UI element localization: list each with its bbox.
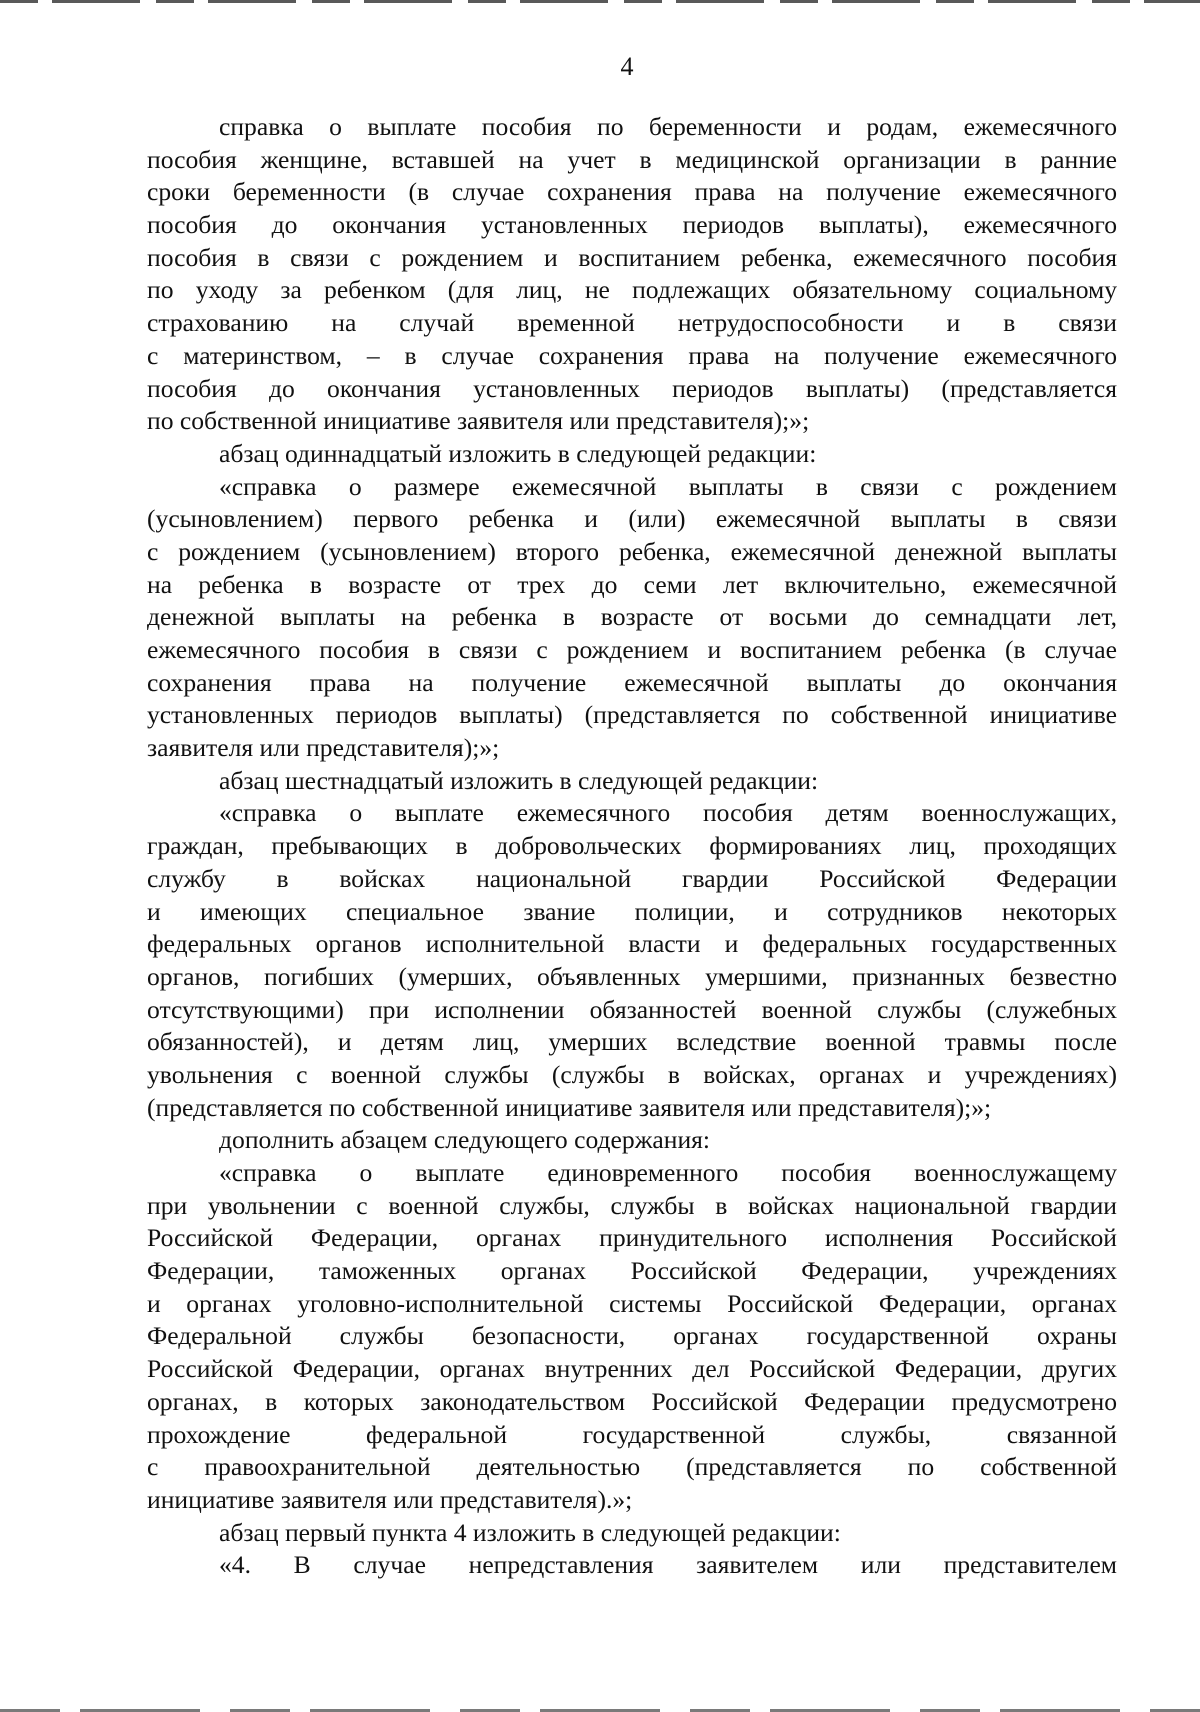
text-line: органов, погибших (умерших, объявленных умершими, признанных безвестно	[147, 961, 1117, 991]
text-line: денежной выплаты на ребенка в возрасте от восьми до семнадцати лет,	[147, 602, 1117, 632]
text-line: и имеющих специальное звание полиции, и сотрудников некоторых	[147, 896, 1117, 926]
scan-edge-top	[0, 0, 1200, 3]
text-line: при увольнении с военной службы, службы в войсках национальной гвардии	[147, 1190, 1117, 1220]
text-line: и органах уголовно-исполнительной системы Российской Федерации, органах	[147, 1288, 1117, 1318]
text-line: по уходу за ребенком (для лиц, не подлежащих обязательному социальному	[147, 275, 1117, 305]
text-line: пособия в связи с рождением и воспитанием ребенка, ежемесячного пособия	[147, 242, 1117, 272]
text-line: страхованию на случай временной нетрудоспособности и в связи	[147, 308, 1117, 338]
text-line: Федеральной службы безопасности, органах государственной охраны	[147, 1321, 1117, 1351]
text-line: «4. В случае непредставления заявителем или представителем	[219, 1550, 1117, 1580]
text-line: с правоохранительной деятельностью (представляется по собственной	[147, 1452, 1117, 1482]
text-line: органах, в которых законодательством Российской Федерации предусмотрено	[147, 1386, 1117, 1416]
document-body	[147, 111, 1117, 1582]
text-line: установленных периодов выплаты) (представляется по собственной инициативе	[147, 700, 1117, 730]
text-line: увольнения с военной службы (службы в войсках, органах и учреждениях)	[147, 1059, 1117, 1089]
text-line: с рождением (усыновлением) второго ребенка, ежемесячной денежной выплаты	[147, 536, 1117, 566]
text-line: «справка о размере ежемесячной выплаты в связи с рождением	[219, 471, 1117, 501]
text-line: «справка о выплате ежемесячного пособия детям военнослужащих,	[219, 798, 1117, 828]
text-line: прохождение федеральной государственной службы, связанной	[147, 1419, 1117, 1449]
text-line: (усыновлением) первого ребенка и (или) ежемесячной выплаты в связи	[147, 504, 1117, 534]
text-line: справка о выплате пособия по беременности и родам, ежемесячного	[219, 112, 1117, 141]
text-line: инициативе заявителя или представителя).»;	[147, 1484, 633, 1514]
text-line: граждан, пребывающих в добровольческих формированиях лиц, проходящих	[147, 831, 1117, 861]
text-line: пособия до окончания установленных периодов выплаты), ежемесячного	[147, 210, 1117, 240]
text-line: обязанностей), и детям лиц, умерших вследствие военной травмы после	[147, 1027, 1117, 1057]
text-line: Российской Федерации, органах внутренних дел Российской Федерации, других	[147, 1354, 1117, 1384]
text-line: сохранения права на получение ежемесячной выплаты до окончания	[147, 667, 1117, 697]
text-line: службу в войсках национальной гвардии Российской Федерации	[147, 863, 1117, 893]
text-line: «справка о выплате единовременного пособия военнослужащему	[219, 1158, 1117, 1187]
text-line: отсутствующими) при исполнении обязанностей военной службы (служебных	[147, 994, 1117, 1024]
text-line: Федерации, таможенных органах Российской Федерации, учреждениях	[147, 1256, 1117, 1286]
text-line: Российской Федерации, органах принудительного исполнения Российской	[147, 1223, 1117, 1253]
text-line: федеральных органов исполнительной власти и федеральных государственных	[147, 929, 1117, 959]
text-line: ежемесячного пособия в связи с рождением и воспитанием ребенка (в случае	[147, 635, 1117, 664]
text-line: абзац одиннадцатый изложить в следующей редакции:	[219, 438, 817, 468]
text-line: сроки беременности (в случае сохранения права на получение ежемесячного	[147, 177, 1117, 207]
text-line: абзац первый пункта 4 изложить в следующей редакции:	[219, 1517, 841, 1547]
text-line: абзац шестнадцатый изложить в следующей редакции:	[219, 765, 819, 795]
text-line: заявителя или представителя);»;	[147, 733, 500, 763]
page-number: 4	[620, 52, 634, 81]
text-line: дополнить абзацем следующего содержания:	[219, 1125, 711, 1155]
text-line: по собственной инициативе заявителя или представителя);»;	[147, 406, 810, 436]
text-line: (представляется по собственной инициативе заявителя или представителя);»;	[147, 1092, 992, 1122]
text-line: на ребенка в возрасте от трех до семи лет включительно, ежемесячной	[147, 569, 1117, 599]
text-line: пособия до окончания установленных периодов выплаты) (представляется	[147, 373, 1117, 403]
text-line: пособия женщине, вставшей на учет в медицинской организации в ранние	[147, 144, 1117, 174]
text-line: с материнством, – в случае сохранения права на получение ежемесячного	[147, 340, 1117, 370]
